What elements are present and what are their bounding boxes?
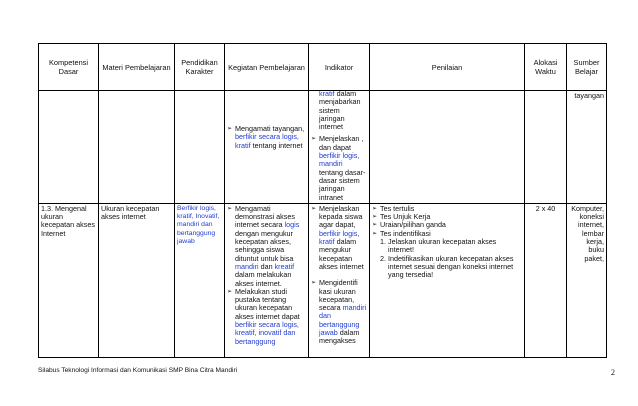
indikator-item: ➢ Menjelaskan kepada siswa agar dapat, berfikir logis, kratif dalam mengukur kecepatan akses internet — [311, 203, 364, 271]
cell-alokasi: 2 x 40 — [525, 203, 567, 357]
arrow-bullet-icon: ➢ — [372, 222, 378, 229]
cell-pendidikan — [175, 91, 225, 204]
header-indikator: Indikator — [309, 44, 370, 91]
arrow-bullet-icon: ➢ — [311, 136, 317, 143]
arrow-bullet-icon: ➢ — [311, 205, 317, 212]
syllabus-table — [38, 43, 607, 358]
indikator-item: ➢ Mengidentifi kasi ukuran kecepatan, secara mandiri dan bertanggung jawab dalam mengakses — [311, 278, 367, 346]
header-pendidikan: Pendidikan Karakter — [175, 44, 225, 91]
arrow-bullet-icon: ➢ — [227, 126, 233, 132]
penilaian-item: ➢ Tes tertulis — [372, 203, 415, 213]
cell-penilaian — [370, 91, 525, 204]
page-footer: Silabus Teknologi Informasi dan Komunikasi SMP Bina Citra Mandiri — [38, 367, 238, 374]
arrow-bullet-icon: ➢ — [311, 280, 317, 287]
cell-alokasi — [525, 91, 567, 204]
cell-sumber: tayangan — [567, 91, 607, 204]
header-row — [39, 44, 607, 91]
kegiatan-item: ➢ Melakukan studi pustaka tentang ukuran kecepatan akses internet dapat berfikir secara logis, kreatif, inovatif dan bertanggung — [227, 286, 300, 346]
header-kegiatan: Kegiatan Pembelajaran — [225, 44, 309, 91]
kegiatan-item: ➢ Mengamati tayangan, berfikir secara logis, kratif tentang internet — [227, 124, 305, 150]
arrow-bullet-icon: ➢ — [372, 205, 378, 212]
penilaian-item: ➢ Tes indentifikasi — [372, 228, 431, 238]
list-item: 2. Indetifikasikan ukuran kecepatan akses internet sesuai dengan koneksi internet yang tersedia! — [380, 253, 514, 280]
cell-materi — [99, 91, 175, 204]
arrow-bullet-icon: ➢ — [372, 214, 378, 221]
header-sumber: Sumber Belajar — [567, 44, 607, 91]
cell-sumber: Komputer, koneksi internet, lembar kerja, buku paket, — [567, 203, 607, 357]
cell-kompetensi: 1.3. Mengenal ukuran kecepatan akses Internet — [39, 203, 99, 357]
cell-kegiatan — [225, 91, 309, 204]
kegiatan-item: ➢ Mengamati demonstrasi akses internet secara logis dengan mengukur kecepatan akses, sehingga siswa dituntut untuk bisa mandiri dan kreatif dalam melakukan akses internet. — [227, 203, 300, 288]
cell-indikator: kratif dalam menjabarkan sistem jaringan internet ➢ Menjelaskan , dan dapat berfikir logis, mandiri tentang dasar-dasar sistem jaringan intranet — [309, 91, 370, 204]
cell-kompetensi — [39, 91, 99, 204]
cell-pendidikan: Berfikir logis, kratif, Inovatif, mandiri dan bertanggung jawab — [175, 203, 225, 357]
header-materi: Materi Pembelajaran — [99, 44, 175, 91]
header-penilaian: Penilaian — [370, 44, 525, 91]
arrow-bullet-icon: ➢ — [227, 288, 233, 295]
table-row — [39, 203, 607, 357]
cell-indikator — [309, 203, 370, 357]
header-alokasi: Alokasi Waktu — [525, 44, 567, 91]
list-item: 1. Jelaskan ukuran kecepatan akses internet! — [380, 237, 497, 255]
cell-penilaian — [370, 203, 525, 357]
page-number: 2 — [611, 368, 615, 377]
arrow-bullet-icon: ➢ — [227, 205, 233, 212]
cell-materi: Ukuran kecepatan akses internet — [99, 203, 175, 357]
table-row — [39, 91, 607, 204]
penilaian-item: ➢ Tes Unjuk Kerja — [372, 212, 431, 222]
arrow-bullet-icon: ➢ — [372, 230, 378, 237]
indikator-item: ➢ Menjelaskan , dan dapat berfikir logis, mandiri tentang dasar-dasar sistem jaringan intranet — [311, 134, 366, 202]
penilaian-sublist — [372, 238, 522, 279]
cell-kegiatan — [225, 203, 309, 357]
header-kompetensi: Kompetensi Dasar — [39, 44, 99, 91]
penilaian-item: ➢ Uraian/pilihan ganda — [372, 220, 446, 230]
